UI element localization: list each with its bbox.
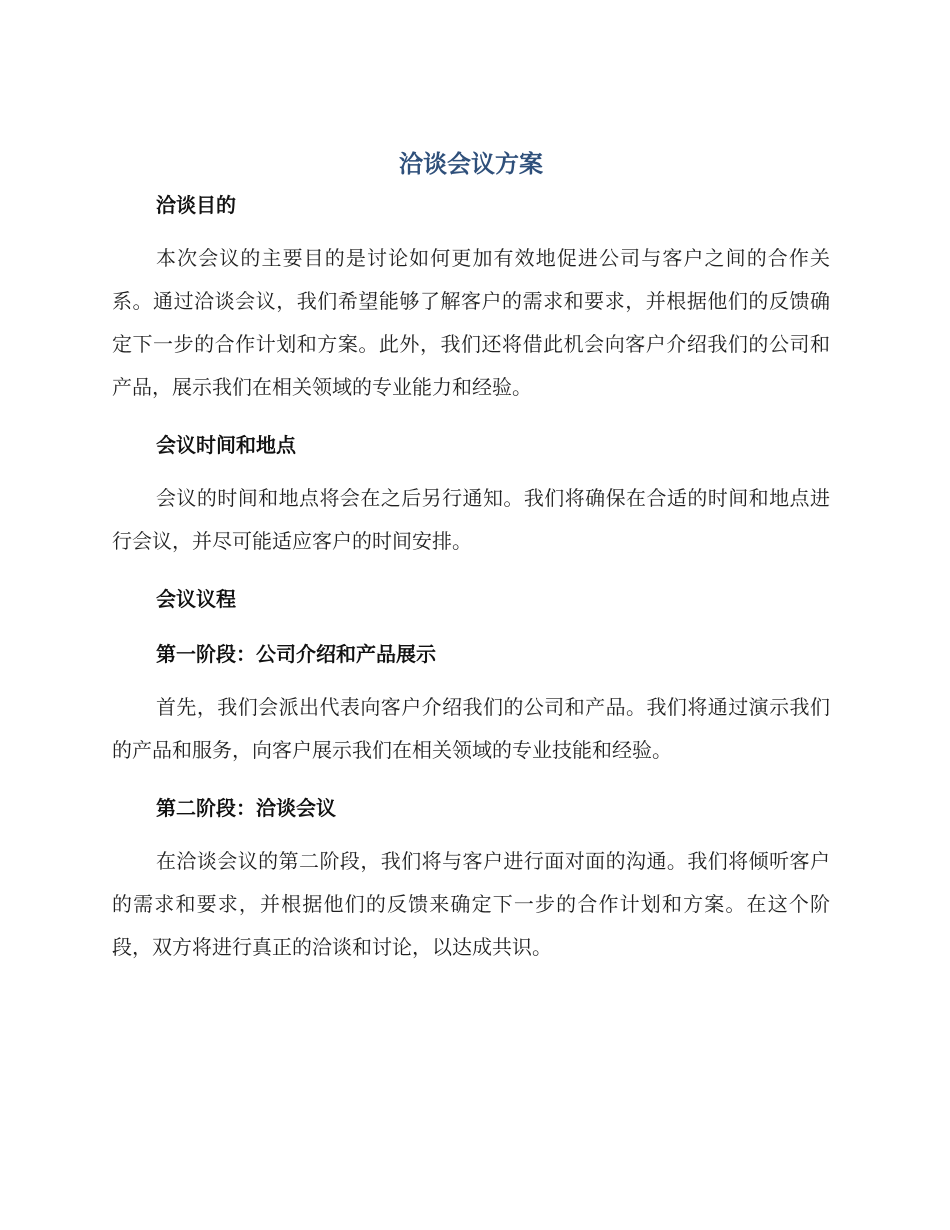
document-title: 洽谈会议方案 <box>399 150 543 178</box>
document-content <box>112 146 830 969</box>
section-body-phase-one: 首先，我们会派出代表向客户介绍我们的公司和产品。我们将通过演示我们的产品和服务，向客户展示我们在相关领域的专业技能和经验。 <box>112 695 830 762</box>
section-body-time-location: 会议的时间和地点将会在之后另行通知。我们将确保在合适的时间和地点进行会议，并尽可能适应客户的时间安排。 <box>112 486 830 553</box>
section-heading-phase-two: 第二阶段：洽谈会议 <box>156 796 336 820</box>
section-body-purpose: 本次会议的主要目的是讨论如何更加有效地促进公司与客户之间的合作关系。通过洽谈会议，我们希望能够了解客户的需求和要求，并根据他们的反馈确定下一步的合作计划和方案。此外，我们还将借此机会向客户介绍我们的公司和产品，展示我们在相关领域的专业能力和经验。 <box>112 246 830 399</box>
section-body-phase-two: 在洽谈会议的第二阶段，我们将与客户进行面对面的沟通。我们将倾听客户的需求和要求，并根据他们的反馈来确定下一步的合作计划和方案。在这个阶段，双方将进行真正的洽谈和讨论，以达成共识。 <box>112 849 830 959</box>
section-heading-purpose: 洽谈目的 <box>156 193 236 217</box>
section-heading-time-location: 会议时间和地点 <box>156 433 296 457</box>
section-heading-phase-one: 第一阶段：公司介绍和产品展示 <box>156 642 436 666</box>
section-heading-agenda: 会议议程 <box>156 587 236 611</box>
